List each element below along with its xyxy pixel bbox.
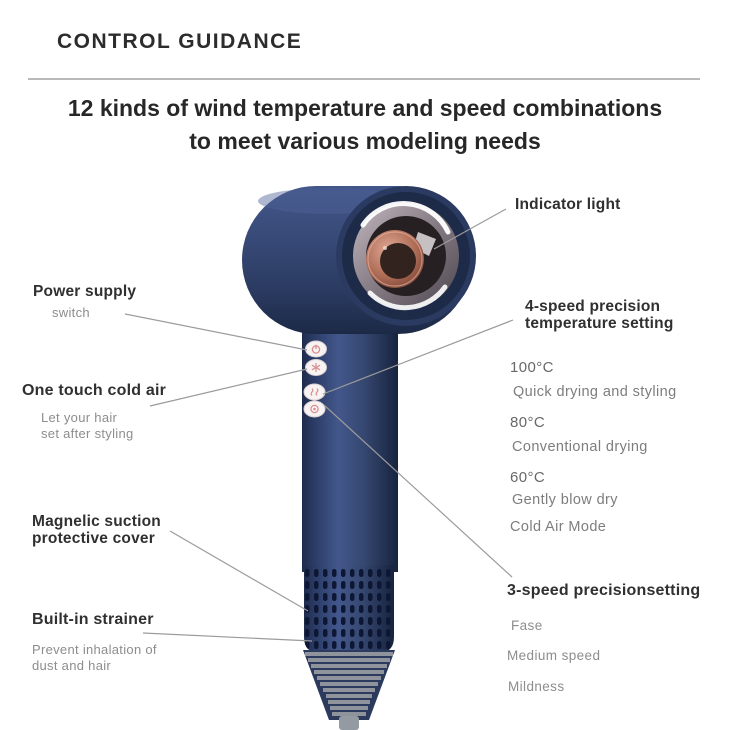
- callout-strainer-sub: Prevent inhalation of dust and hair: [32, 642, 157, 673]
- speed-mildness: Mildness: [508, 679, 565, 694]
- page-title: CONTROL GUIDANCE: [57, 30, 303, 53]
- temp-80-desc: Conventional drying: [512, 439, 648, 455]
- callout-magnetic-cover: Magnelic suction protective cover: [32, 513, 161, 547]
- leader-line-cold-air: [150, 369, 307, 406]
- temp-100-desc: Quick drying and styling: [513, 384, 677, 400]
- dryer-front-face: [336, 186, 476, 326]
- callout-strainer: Built-in strainer: [32, 611, 154, 628]
- callout-four-speed: 4-speed precision temperature setting: [525, 298, 674, 332]
- dryer-handle: [302, 320, 398, 572]
- callout-indicator-light: Indicator light: [515, 196, 621, 213]
- leader-line-strainer: [143, 633, 312, 641]
- headline-line2: to meet various modeling needs: [189, 128, 541, 154]
- leader-line-magnetic: [170, 531, 308, 611]
- speed-medium: Medium speed: [507, 648, 601, 663]
- callout-cold-air-sub: Let your hair set after styling: [41, 410, 134, 441]
- cold-air-button[interactable]: [306, 360, 327, 376]
- cold-air-mode: Cold Air Mode: [510, 519, 607, 535]
- callout-power-supply: Power supply: [33, 283, 137, 300]
- power-cord: [339, 716, 359, 730]
- power-button[interactable]: [306, 341, 327, 357]
- callout-cold-air: One touch cold air: [22, 382, 167, 399]
- temp-60-desc: Gently blow dry: [512, 492, 618, 508]
- callout-three-speed: 3-speed precisionsetting: [507, 582, 701, 599]
- temp-80: 80°C: [510, 414, 546, 431]
- headline-line1: 12 kinds of wind temperature and speed combinations: [67, 95, 663, 121]
- speed-button[interactable]: [304, 401, 325, 417]
- dryer-grille: [303, 565, 395, 655]
- temp-60: 60°C: [510, 469, 546, 486]
- title-divider: [28, 78, 700, 80]
- headline: [0, 92, 730, 158]
- speed-fase: Fase: [511, 618, 543, 633]
- cord-strain-relief: [303, 650, 395, 730]
- temperature-button[interactable]: [304, 384, 325, 400]
- callout-power-supply-sub: switch: [52, 305, 90, 320]
- temp-100: 100°C: [510, 359, 554, 376]
